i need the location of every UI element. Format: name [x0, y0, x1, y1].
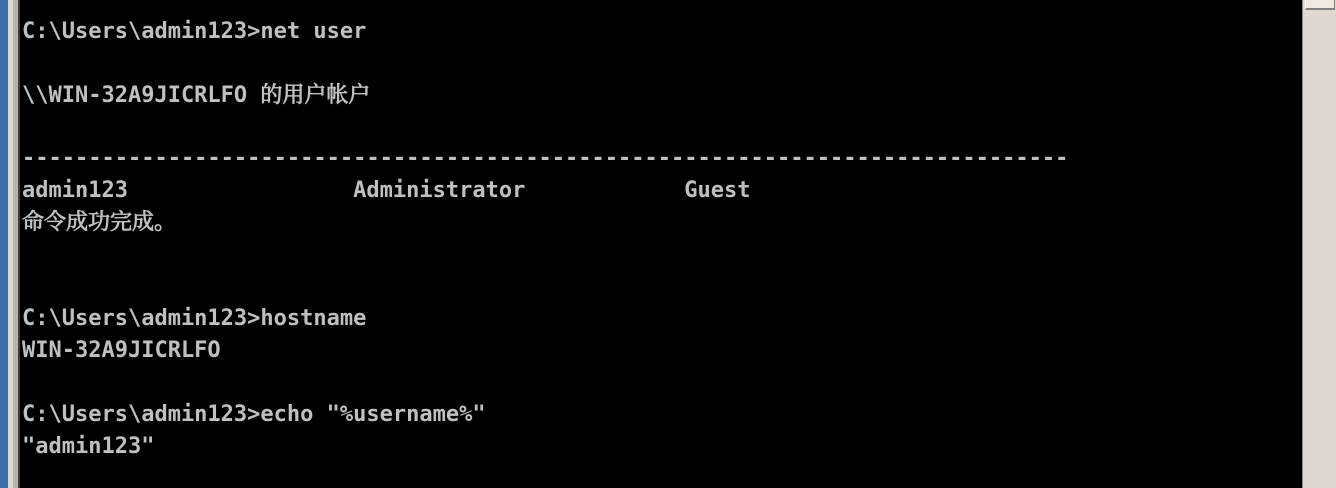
output-hostname: WIN-32A9JICRLFO	[22, 338, 221, 363]
output-user-list: admin123 Administrator Guest	[22, 178, 751, 203]
command-line-net-user: C:\Users\admin123>net user	[22, 19, 367, 44]
output-user-accounts-header: \\WIN-32A9JICRLFO 的用户帐户	[22, 83, 371, 108]
vertical-scrollbar[interactable]	[1302, 0, 1336, 488]
desktop-edge	[0, 0, 8, 488]
output-username: "admin123"	[22, 434, 155, 459]
console-output[interactable]	[20, 0, 1302, 488]
window-left-border	[0, 0, 20, 488]
command-line-echo-username: C:\Users\admin123>echo "%username%"	[22, 402, 486, 427]
scrollbar-thumb[interactable]	[1305, 0, 1335, 10]
output-separator: -------------------------------------------------------------------------------	[22, 146, 1069, 171]
output-command-success: 命令成功完成。	[22, 210, 177, 235]
command-line-hostname: C:\Users\admin123>hostname	[22, 306, 367, 331]
